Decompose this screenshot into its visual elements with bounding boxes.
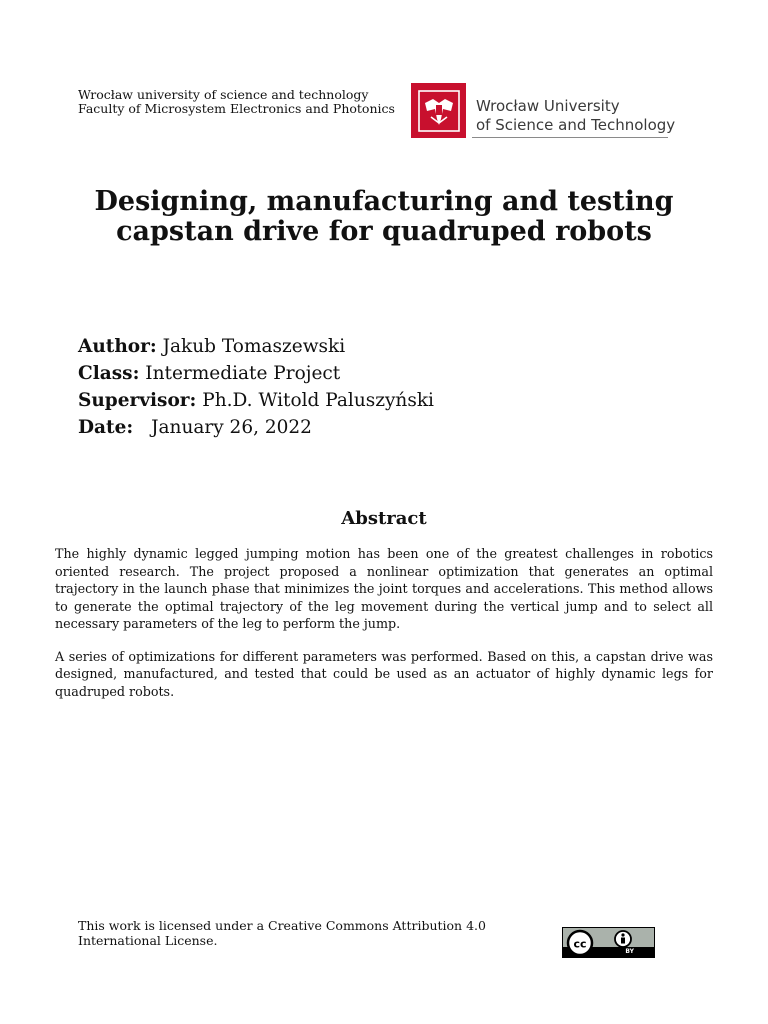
date-row [78,414,434,441]
supervisor-label: Supervisor: [78,390,197,411]
title-line-1: Designing, manufacturing and testing [94,186,674,217]
supervisor-value: Ph.D. Witold Paluszyński [202,390,434,411]
document-metadata [78,333,434,441]
license-line-1: This work is licensed under a Creative Commons Attribution 4.0 [78,918,486,933]
university-line: Wrocław university of science and technology [78,87,369,102]
abstract-body [55,545,713,715]
date-value: January 26, 2022 [151,417,312,438]
logo-underline [472,137,668,138]
class-row [78,360,434,387]
title-line-2: capstan drive for quadruped robots [116,216,652,247]
logo-wordmark [476,97,675,135]
badge-by-label: BY [625,948,634,955]
document-title [0,187,768,247]
cc-by-icons [563,928,656,959]
abstract-heading: Abstract [341,508,427,529]
author-row [78,333,434,360]
author-label: Author: [78,336,157,357]
supervisor-row [78,387,434,414]
abstract-paragraph-2: A series of optimizations for different parameters was performed. Based on this, a capstan drive was designed, manufactured, and tested that could be used as an actuator of highly dynamic legs for quadruped robots. [55,648,713,699]
university-logo [411,83,675,138]
eagle-emblem-icon [411,83,466,138]
cc-by-badge-icon[interactable] [562,927,655,958]
abstract-paragraph-1: The highly dynamic legged jumping motion has been one of the greatest challenges in robotics oriented research. The project proposed a nonlinear optimization that generates an optimal trajectory in the launch phase that minimizes the joint torques and accelerations. This method allows to generate the optimal trajectory of the leg movement during the vertical jump and to select all necessary parameters of the leg to perform the jump. [55,546,713,631]
logo-line-2: of Science and Technology [476,116,676,134]
svg-text:cc: cc [573,937,587,951]
author-value: Jakub Tomaszewski [162,336,346,357]
class-label: Class: [78,363,140,384]
faculty-line: Faculty of Microsystem Electronics and Photonics [78,101,395,116]
license-notice [78,918,486,948]
class-value: Intermediate Project [145,363,341,384]
institution-header [78,88,395,116]
date-label: Date: [78,417,134,438]
logo-line-1: Wrocław University [476,97,620,115]
license-line-2: International License. [78,933,218,948]
